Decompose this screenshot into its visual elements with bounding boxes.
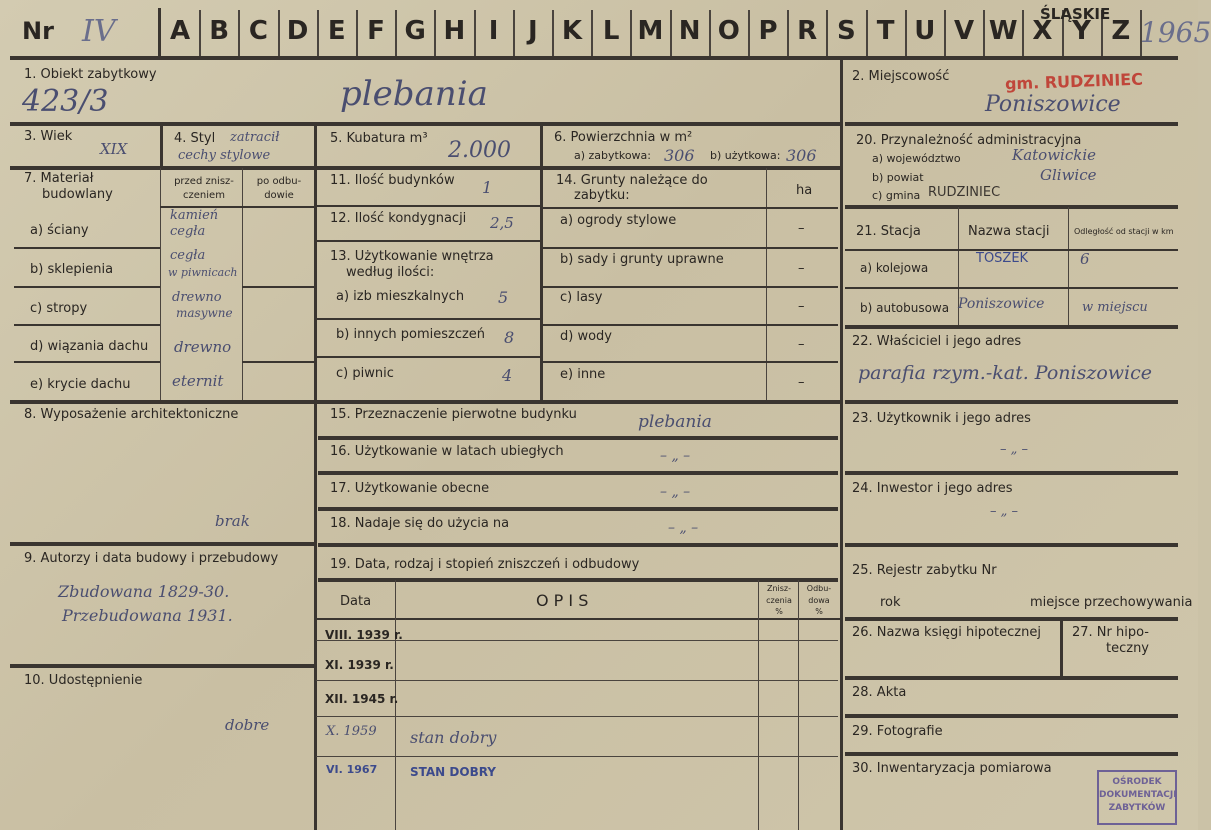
field-25-label: 25. Rejestr zabytku Nr [852,563,997,578]
field-21-label: 21. Stacja [856,224,921,239]
institution-stamp: OŚRODEK DOKUMENTACJI ZABYTKÓW [1097,770,1177,825]
rooms-other-value: 8 [504,328,515,347]
material-roof-truss-v1: drewno [174,338,232,356]
admin-commune-label: c) gmina [872,189,921,202]
field-9-label: 9. Autorzy i data budowy i przebudowy [24,551,279,566]
current-use-value: – „ – [660,484,691,500]
nr-value: IV [82,14,116,49]
station-rail-label: a) kolejowa [860,261,929,275]
field-7-label-2: budowlany [42,187,113,202]
land-waters-value: – [798,337,805,352]
letter-o: O [717,16,740,46]
field-28-label: 28. Akta [852,685,907,700]
station-bus-distance: w miejscu [1082,300,1148,315]
letter-k: K [561,16,583,46]
past-use-value: – „ – [660,448,691,464]
volume-value: 2.000 [448,138,511,163]
material-ceilings-v1: drewno [172,290,222,305]
original-purpose-value: plebania [638,412,712,432]
field-5-label: 5. Kubatura m³ [330,131,428,146]
area-b-value: 306 [786,146,817,165]
damage-col-destroyed-2: czenia [766,596,792,605]
material-walls-v2: cegła [170,224,206,239]
field-15-label: 15. Przeznaczenie pierwotne budynku [330,407,577,422]
col-before-1: przed znisz- [174,176,234,187]
material-vaults-v2: w piwnicach [168,266,238,279]
admin-voivodeship-label: a) województwo [872,152,961,165]
field-1-label: 1. Obiekt zabytkowy [24,67,157,82]
register-year-label: rok [880,595,901,610]
station-bus-label: b) autobusowa [860,301,950,315]
land-orchards-label: b) sady i grunty uprawne [560,252,724,267]
commune-stamp: gm. RUDZINIEC [1004,69,1144,94]
field-13-label-1: 13. Użytkowanie wnętrza [330,249,494,264]
rooms-other-label: b) innych pomieszczeń [336,327,486,342]
style-value-1: zatracił [230,130,280,145]
letter-v: V [953,16,975,46]
letter-f: F [367,16,385,46]
station-distance-col: Odległość od stacji w km [1074,227,1174,236]
field-13-label-2: według ilości: [346,265,435,280]
field-16-label: 16. Użytkowanie w latach ubiegłych [330,444,564,459]
object-number: 423/3 [22,84,109,119]
area-b-label: b) użytkowa: [710,149,781,162]
area-a-label: a) zabytkowa: [574,149,651,162]
rooms-living-value: 5 [498,288,509,307]
letter-l: L [602,16,620,46]
damage-col-destroyed-3: % [775,607,783,616]
field-14-label-1: 14. Grunty należące do [556,173,708,188]
letter-e: E [327,16,346,46]
field-11-label: 11. Ilość budynków [330,173,455,188]
field-10-label: 10. Udostępnienie [24,673,143,688]
hectare-label: ha [796,183,813,198]
letter-i: I [488,16,499,46]
field-27-label-1: 27. Nr hipo- [1072,625,1149,640]
letter-s: S [837,16,856,46]
architectural-equipment-value: brak [215,512,250,530]
accessibility-value: dobre [225,716,270,734]
suitable-use-value: – „ – [668,520,699,536]
material-ceilings-v2: masywne [176,306,233,320]
letter-t: T [876,16,895,46]
field-8-label: 8. Wyposażenie architektoniczne [24,407,239,422]
letter-p: P [758,16,778,46]
letter-x: X [1032,16,1053,46]
land-orchards-value: – [798,261,805,276]
region-label: ŚLĄSKIE [1040,5,1111,23]
letter-d: D [286,16,309,46]
cellars-label: c) piwnic [336,366,394,381]
material-walls-label: a) ściany [30,223,89,238]
field-26-label: 26. Nazwa księgi hipotecznej [852,625,1041,640]
damage-col-rebuilt-2: dowa [808,596,830,605]
letter-z: Z [1111,16,1131,46]
letter-a: A [169,16,191,46]
field-24-label: 24. Inwestor i jego adres [852,481,1013,496]
material-walls-v1: kamień [170,208,219,223]
damage-col-rebuilt-1: Odbu- [806,584,832,593]
field-23-label: 23. Użytkownik i jego adres [852,411,1031,426]
field-18-label: 18. Nadaje się do użycia na [330,516,510,531]
land-forests-label: c) lasy [560,290,603,305]
damage-desc-5: STAN DOBRY [410,765,496,779]
col-after-1: po odbu- [256,176,302,187]
cellars-value: 4 [502,366,513,385]
station-name-col: Nazwa stacji [968,224,1050,239]
damage-date-3: XII. 1945 r. [325,692,399,706]
material-roofing-label: e) krycie dachu [30,377,131,392]
field-2-label: 2. Miejscowość [852,69,950,84]
letter-y: Y [1072,16,1091,46]
letter-j: J [527,16,538,46]
letter-w: W [988,16,1018,46]
user-value: – „ – [1000,442,1028,457]
field-30-label: 30. Inwentaryzacja pomiarowa [852,761,1052,776]
material-vaults-label: b) sklepienia [30,262,114,277]
material-ceilings-label: c) stropy [30,301,88,316]
letter-r: R [797,16,818,46]
field-20-label: 20. Przynależność administracyjna [856,133,1082,148]
storeys-count: 2,5 [490,214,514,232]
land-other-value: – [798,375,805,390]
damage-col-date: Data [340,594,372,609]
letter-h: H [443,16,466,46]
field-19-label: 19. Data, rodzaj i stopień zniszczeń i odbudowy [330,557,640,572]
damage-date-1: VIII. 1939 r. [325,628,403,642]
nr-label: Nr [22,17,54,45]
land-gardens-value: – [798,221,805,236]
field-6-label: 6. Powierzchnia w m² [554,130,693,145]
letter-b: B [209,16,230,46]
letter-c: C [248,16,268,46]
material-roof-truss-label: d) wiązania dachu [30,339,149,354]
letter-g: G [404,16,426,46]
register-storage-label: miejsce przechowywania [1030,595,1193,610]
admin-district-label: b) powiat [872,171,924,184]
admin-commune-value: RUDZINIEC [928,185,1001,200]
object-name: plebania [340,74,488,114]
letter-u: U [914,16,936,46]
letter-m: M [637,16,664,46]
admin-voivodeship-value: Katowickie [1012,146,1097,164]
field-12-label: 12. Ilość kondygnacji [330,211,467,226]
station-bus-name: Poniszowice [958,296,1045,312]
style-value-2: cechy stylowe [178,148,271,163]
land-forests-value: – [798,299,805,314]
station-rail-distance: 6 [1080,250,1090,268]
buildings-count: 1 [482,178,493,197]
damage-date-4: X. 1959 [326,724,377,739]
damage-date-2: XI. 1939 r. [325,658,394,672]
divider [10,56,1178,60]
build-line-2: Przebudowana 1931. [62,606,233,625]
field-29-label: 29. Fotografie [852,724,943,739]
admin-district-value: Gliwice [1040,166,1097,184]
col-after-2: dowie [264,190,294,201]
field-7-label-1: 7. Materiał [24,171,94,186]
material-vaults-v1: cegła [170,248,206,263]
age-value: XIX [100,140,128,158]
locality-value: Poniszowice [985,92,1121,117]
field-17-label: 17. Użytkowanie obecne [330,481,490,496]
damage-date-5: VI. 1967 [326,763,378,776]
land-other-label: e) inne [560,367,606,382]
damage-col-rebuilt-3: % [815,607,823,616]
material-roofing-v1: eternit [172,372,224,390]
card-year: 1965 [1140,16,1211,49]
land-gardens-label: a) ogrody stylowe [560,213,677,228]
build-line-1: Zbudowana 1829-30. [58,582,230,601]
letter-n: N [678,16,701,46]
field-27-label-2: teczny [1106,641,1149,656]
field-3-label: 3. Wiek [24,129,73,144]
col-before-2: czeniem [183,190,225,201]
field-4-label: 4. Styl [174,131,216,146]
station-rail-name: TOSZEK [976,251,1029,266]
field-14-label-2: zabytku: [574,188,630,203]
damage-col-destroyed-1: Znisz- [766,584,792,593]
damage-desc-4: stan dobry [410,728,497,747]
field-22-label: 22. Właściciel i jego adres [852,334,1022,349]
investor-value: – „ – [990,504,1018,519]
owner-value: parafia rzym.-kat. Poniszowice [858,362,1152,384]
rooms-living-label: a) izb mieszkalnych [336,289,465,304]
damage-col-description: O P I S [536,591,589,610]
land-waters-label: d) wody [560,329,612,344]
area-a-value: 306 [664,146,695,165]
